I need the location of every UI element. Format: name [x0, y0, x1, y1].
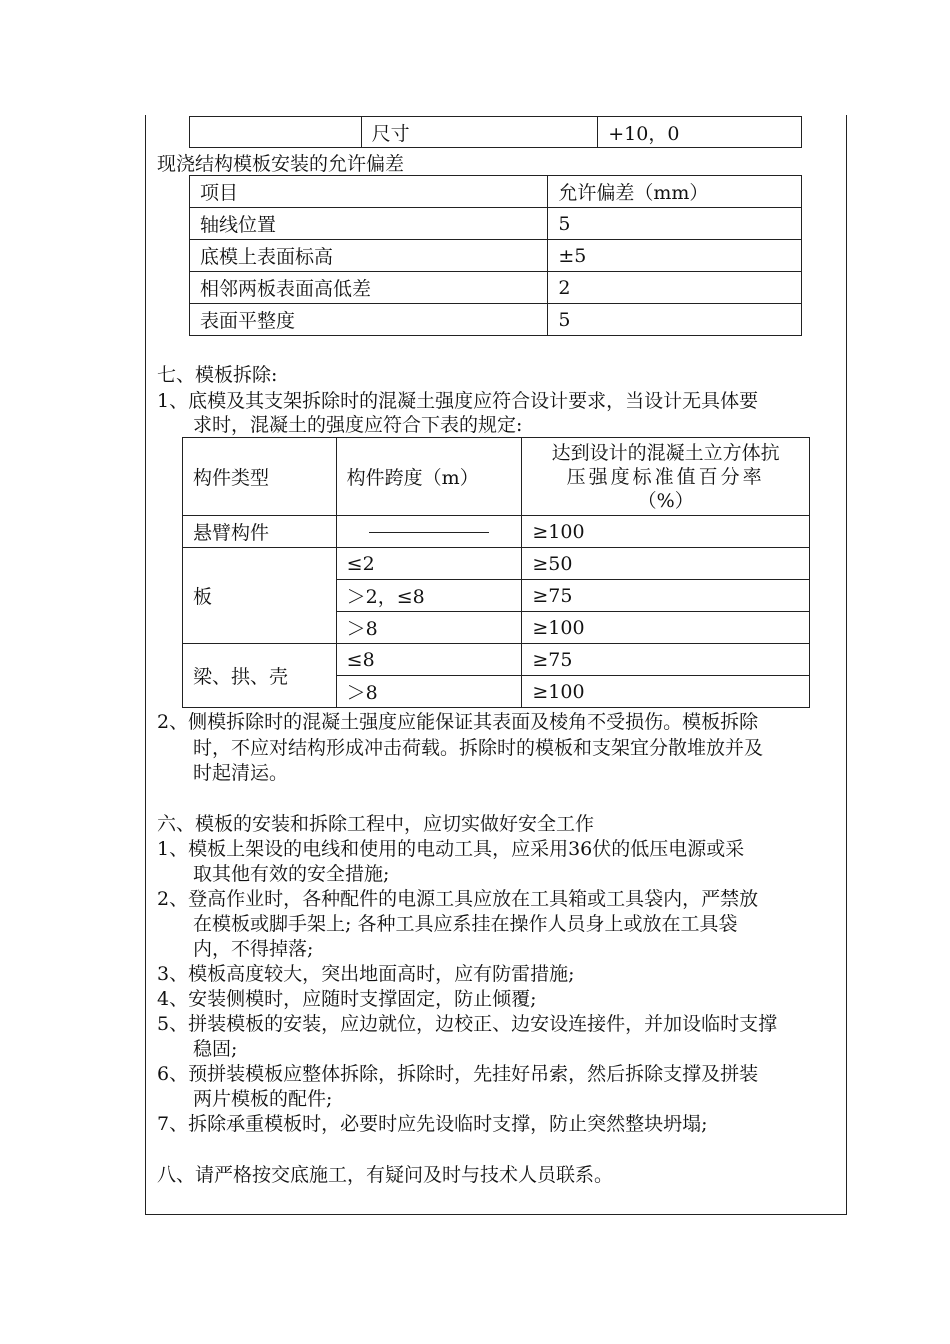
size-row-table — [189, 116, 802, 148]
dash-line — [369, 532, 489, 533]
row-value: ±5 — [548, 240, 802, 272]
table-row — [190, 272, 802, 304]
removal-strength-table — [182, 437, 810, 708]
cantilever-span-dash — [336, 516, 522, 548]
safety-title: 六、模板的安装和拆除工程中，应切实做好安全工作 — [157, 813, 595, 835]
table-row — [190, 208, 802, 240]
safety-line: 两片模板的配件; — [193, 1088, 333, 1110]
safety-line: 4、安装侧模时，应随时支撑固定，防止倾覆; — [157, 988, 537, 1010]
beam-percent-2: ≥100 — [522, 676, 810, 708]
row-value: 5 — [548, 304, 802, 336]
table-row — [190, 304, 802, 336]
cantilever-percent: ≥100 — [522, 516, 810, 548]
removal-title: 七、模板拆除: — [157, 364, 278, 386]
install-title: 现浇结构模板安装的允许偏差 — [157, 153, 405, 175]
board-span-3: ＞8 — [336, 612, 522, 644]
row-item: 表面平整度 — [190, 304, 548, 336]
safety-line: 稳固; — [193, 1038, 238, 1060]
safety-line: 在模板或脚手架上; 各种工具应系挂在操作人员身上或放在工具袋 — [193, 913, 738, 935]
beam-span-2: ＞8 — [336, 676, 522, 708]
header-item: 项目 — [190, 176, 548, 208]
beam-percent-1: ≥75 — [522, 644, 810, 676]
removal-p1-line2: 求时，混凝土的强度应符合下表的规定: — [193, 414, 523, 436]
row-item: 底模上表面标高 — [190, 240, 548, 272]
board-type: 板 — [183, 548, 337, 644]
header-strength-percent — [522, 438, 810, 516]
install-tolerance-table — [189, 175, 802, 336]
header-span: 构件跨度（m） — [336, 438, 522, 516]
beam-type: 梁、拱、壳 — [183, 644, 337, 708]
board-percent-3: ≥100 — [522, 612, 810, 644]
removal-p1-line1: 1、底模及其支架拆除时的混凝土强度应符合设计要求，当设计无具体要 — [157, 390, 759, 412]
safety-line: 取其他有效的安全措施; — [193, 863, 390, 885]
safety-line: 7、拆除承重模板时，必要时应先设临时支撑，防止突然整块坍塌; — [157, 1113, 708, 1135]
safety-line: 6、预拼装模板应整体拆除，拆除时，先挂好吊索，然后拆除支撑及拼装 — [157, 1063, 759, 1085]
table-row — [183, 548, 810, 580]
header-strength-line2: 压强度标准值百分率 — [566, 465, 765, 488]
table-row — [183, 516, 810, 548]
table-header-row — [190, 176, 802, 208]
removal-p2-line1: 2、侧模拆除时的混凝土强度应能保证其表面及棱角不受损伤。模板拆除 — [157, 711, 759, 733]
row-item: 轴线位置 — [190, 208, 548, 240]
safety-line: 5、拼装模板的安装，应边就位，边校正、边安设连接件，并加设临时支撑 — [157, 1013, 778, 1035]
row-value: 5 — [548, 208, 802, 240]
header-tolerance: 允许偏差（mm） — [548, 176, 802, 208]
table-header-row — [183, 438, 810, 516]
size-row-value: +10，0 — [598, 117, 802, 148]
beam-span-1: ≤8 — [336, 644, 522, 676]
table-row — [190, 240, 802, 272]
safety-line: 内，不得掉落; — [193, 938, 314, 960]
board-percent-2: ≥75 — [522, 580, 810, 612]
safety-line: 1、模板上架设的电线和使用的电动工具，应采用36伏的低压电源或采 — [157, 838, 745, 860]
removal-p2-line2: 时，不应对结构形成冲击荷载。拆除时的模板和支架宜分散堆放并及 — [193, 737, 764, 759]
row-item: 相邻两板表面高低差 — [190, 272, 548, 304]
header-strength-line3: （%） — [637, 489, 694, 512]
cantilever-type: 悬臂构件 — [183, 516, 337, 548]
table-row — [183, 644, 810, 676]
final-note: 八、请严格按交底施工，有疑问及时与技术人员联系。 — [157, 1164, 614, 1186]
size-row-blank — [190, 117, 362, 148]
row-value: 2 — [548, 272, 802, 304]
header-member-type: 构件类型 — [183, 438, 337, 516]
header-strength-line1: 达到设计的混凝土立方体抗 — [551, 441, 780, 464]
removal-p2-line3: 时起清运。 — [193, 762, 289, 784]
safety-line: 3、模板高度较大，突出地面高时，应有防雷措施; — [157, 963, 575, 985]
board-span-2: ＞2，≤8 — [336, 580, 522, 612]
size-row-item: 尺寸 — [361, 117, 598, 148]
board-span-1: ≤2 — [336, 548, 522, 580]
safety-line: 2、登高作业时，各种配件的电源工具应放在工具箱或工具袋内，严禁放 — [157, 888, 759, 910]
board-percent-1: ≥50 — [522, 548, 810, 580]
